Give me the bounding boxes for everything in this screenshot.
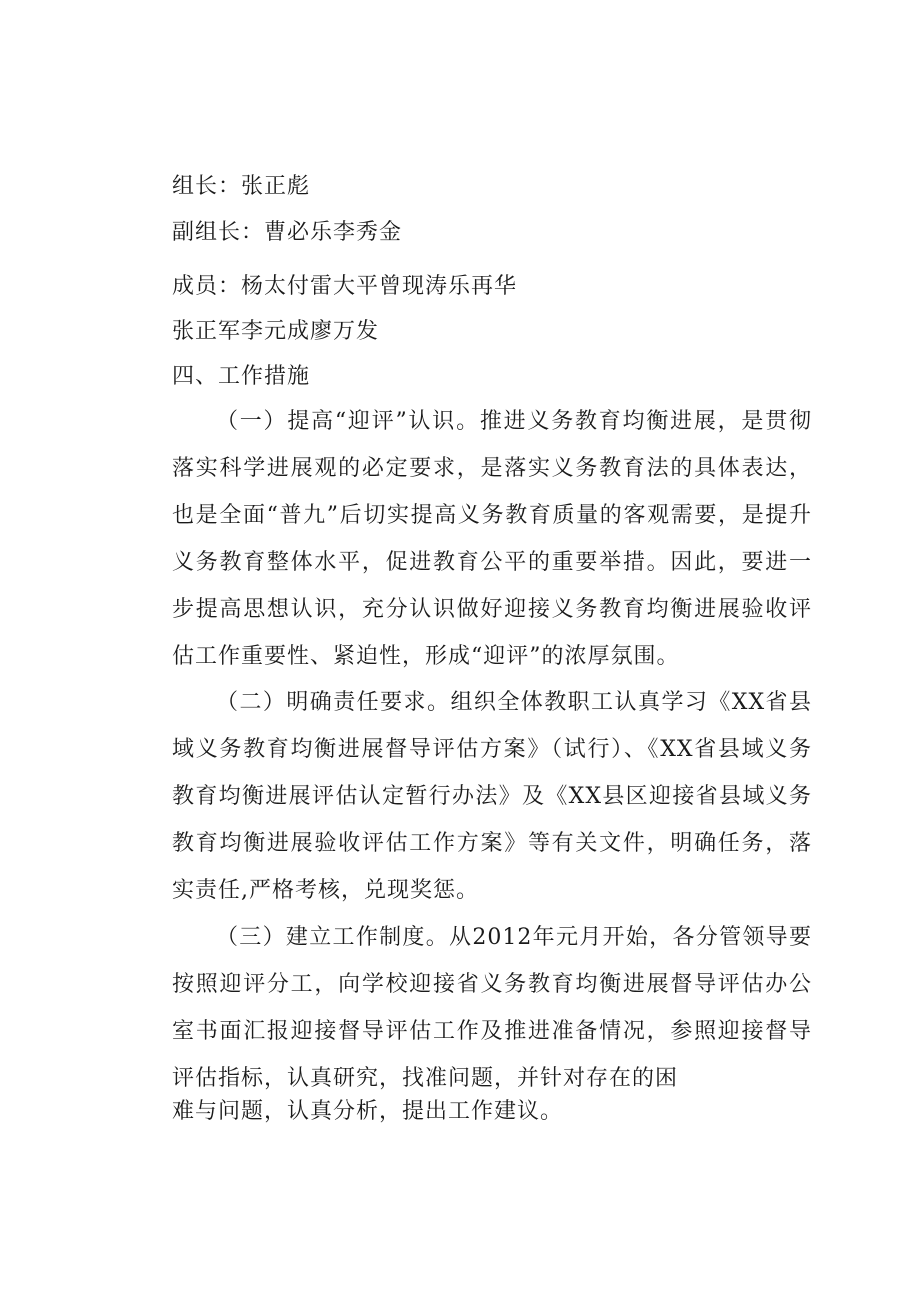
deputy-leader-line: 副组长：曹必乐李秀金 (172, 220, 403, 245)
paragraph-3-tail: 难与问题，认真分析，提出工作建议。 (172, 1099, 564, 1124)
section-heading: 四、工作措施 (172, 364, 311, 389)
group-leader-line: 组长：张正彪 (172, 174, 311, 199)
paragraph-3: （三）建立工作制度。从2012年元月开始，各分管领导要按照迎评分工，向学校迎接省义务教育均衡进展督导评估办公室书面汇报迎接督导评估工作及推进准备情况，参照迎接督导评估指标，认真研究，找准问题，并针对存在的困 (172, 925, 812, 1091)
paragraph-1: （一）提高“迎评”认识。推进义务教育均衡进展，是贯彻落实科学进展观的必定要求，是落实义务教育法的具体表达，也是全面“普九”后切实提高义务教育质量的客观需要，是提升义务教育整体水平，促进教育公平的重要举措。因此，要进一步提高思想认识，充分认识做好迎接义务教育均衡进展验收评估工作重要性、紧迫性，形成“迎评”的浓厚氛围。 (172, 409, 812, 669)
members-continued-line: 张正军李元成廖万发 (172, 319, 380, 344)
members-line: 成员：杨太付雷大平曾现涛乐再华 (172, 274, 518, 299)
paragraph-2: （二）明确责任要求。组织全体教职工认真学习《XX省县域义务教育均衡进展督导评估方案》（试行）、《XX省县域义务教育均衡进展评估认定暂行办法》及《XX县区迎接省县域义务教育均衡进展验收评估工作方案》等有关文件，明确任务，落实责任,严格考核，兑现奖惩。 (172, 690, 812, 903)
